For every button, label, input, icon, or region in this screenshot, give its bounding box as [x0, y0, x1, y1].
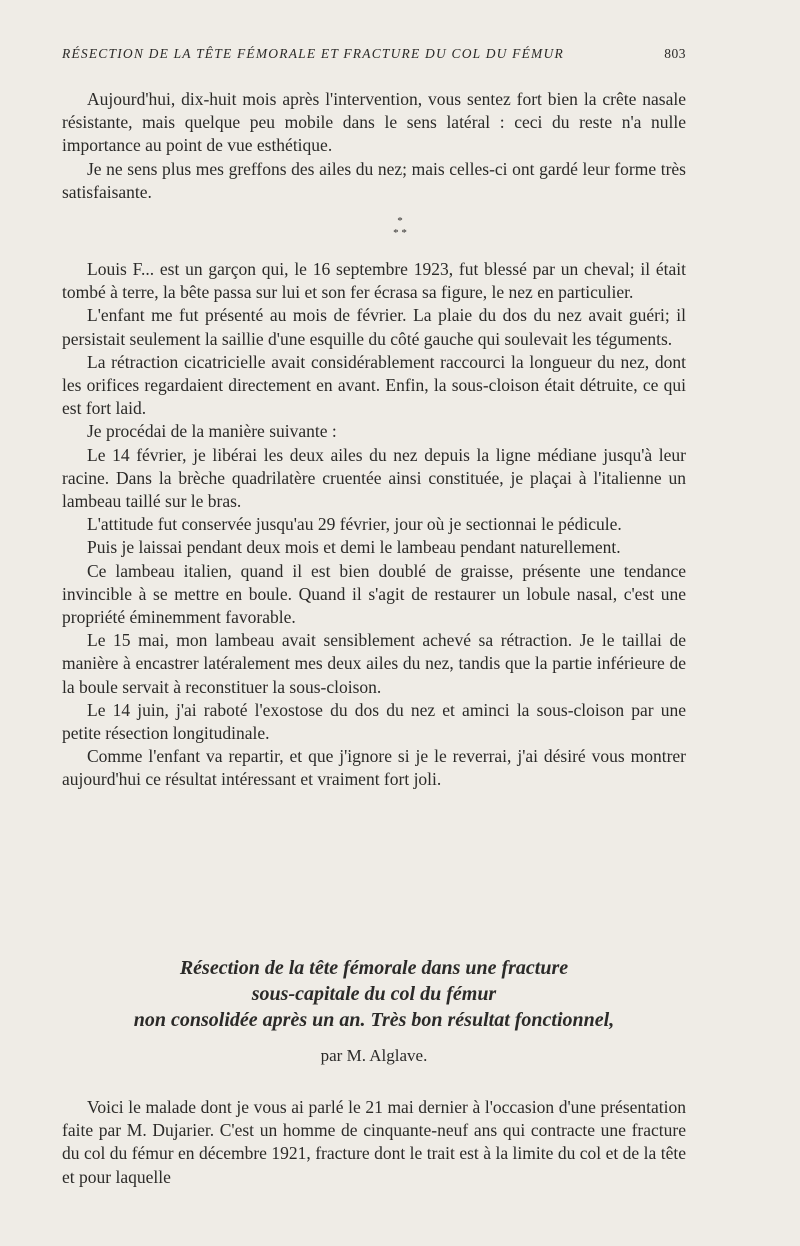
paragraph: Puis je laissai pendant deux mois et demi le lambeau pendant naturellement.: [87, 537, 621, 558]
page-number: 803: [664, 46, 686, 61]
running-title: RÉSECTION DE LA TÊTE FÉMORALE ET FRACTURE DU COL DU FÉMUR: [62, 46, 564, 61]
article-title-line: Résection de la tête fémorale dans une fracture: [179, 957, 569, 979]
byline: [62, 1046, 686, 1066]
paragraph: Le 15 mai, mon lambeau avait sensiblement achevé sa rétraction. Je le taillai de manière à encastrer latéralement mes deux ailes du nez, tandis que la partie inférieure de la boule servait à reconstituer la sous-cloison.: [62, 630, 686, 697]
article-text: [62, 1096, 686, 1189]
paragraph: Je procédai de la manière suivante :: [87, 421, 337, 442]
separator-bottom: * *: [393, 227, 407, 239]
paragraph: La rétraction cicatricielle avait considérablement raccourci la longueur du nez, dont les orifices regardaient directement en avant. Enfin, la sous-cloison était détruite, ce qui est fort laid.: [62, 351, 686, 419]
author-name: Alglave.: [369, 1046, 428, 1065]
paragraph: Le 14 février, je libérai les deux ailes du nez depuis la ligne médiane jusqu'à leur racine. Dans la brèche quadrilatère cruentée ainsi constituée, je plaçai à l'italienne un lambeau taillé sur le bras.: [62, 444, 686, 512]
paragraph: Je ne sens plus mes greffons des ailes du nez; mais celles-ci ont gardé leur forme très satisfaisante.: [62, 158, 686, 202]
article-title: [62, 955, 686, 1033]
paragraph: L'attitude fut conservée jusqu'au 29 février, jour où je sectionnai le pédicule.: [87, 514, 622, 535]
paragraph: Comme l'enfant va repartir, et que j'ignore si je le reverrai, j'ai désiré vous montrer aujourd'hui ce résultat intéressant et vraiment fort joli.: [62, 746, 686, 790]
section-1-text: [62, 88, 686, 204]
paragraph: Aujourd'hui, dix-huit mois après l'intervention, vous sentez fort bien la crête nasale résistante, mais quelque peu mobile dans le sens latéral : ceci du reste n'a nulle importance au point de vue esthétique.: [62, 89, 686, 156]
paragraph: Le 14 juin, j'ai raboté l'exostose du dos du nez et aminci la sous-cloison par une petite résection longitudinale.: [62, 699, 686, 744]
paragraph: Ce lambeau italien, quand il est bien doublé de graisse, présente une tendance invincible à se mettre en boule. Quand il s'agit de restaurer un lobule nasal, c'est une propriété éminemment favorable.: [62, 560, 686, 628]
section-2-text: [62, 258, 686, 792]
separator-top: *: [397, 215, 403, 227]
paragraph: Louis F... est un garçon qui, le 16 septembre 1923, fut blessé par un cheval; il était tombé à terre, la bête passa sur lui et son fer écrasa sa figure, le nez en particulier.: [62, 259, 686, 303]
byline-prefix: par M.: [320, 1046, 366, 1065]
article-title-line: non consolidée après un an. Très bon résultat fonctionnel,: [133, 1009, 615, 1031]
article-title-line: sous-capitale du col du fémur: [251, 983, 497, 1005]
paragraph: L'enfant me fut présenté au mois de février. La plaie du dos du nez avait guéri; il persistait seulement la saillie d'une esquille du côté gauche qui soulevait les téguments.: [62, 305, 686, 349]
paragraph: Voici le malade dont je vous ai parlé le 21 mai dernier à l'occasion d'une présentation faite par M. Dujarier. C'est un homme de cinquante-neuf ans qui contracte une fracture du col du fémur en décembre 1921, fracture dont le trait est à la limite du col et de la tête et pour laquelle: [62, 1097, 686, 1187]
running-head: [62, 46, 686, 62]
